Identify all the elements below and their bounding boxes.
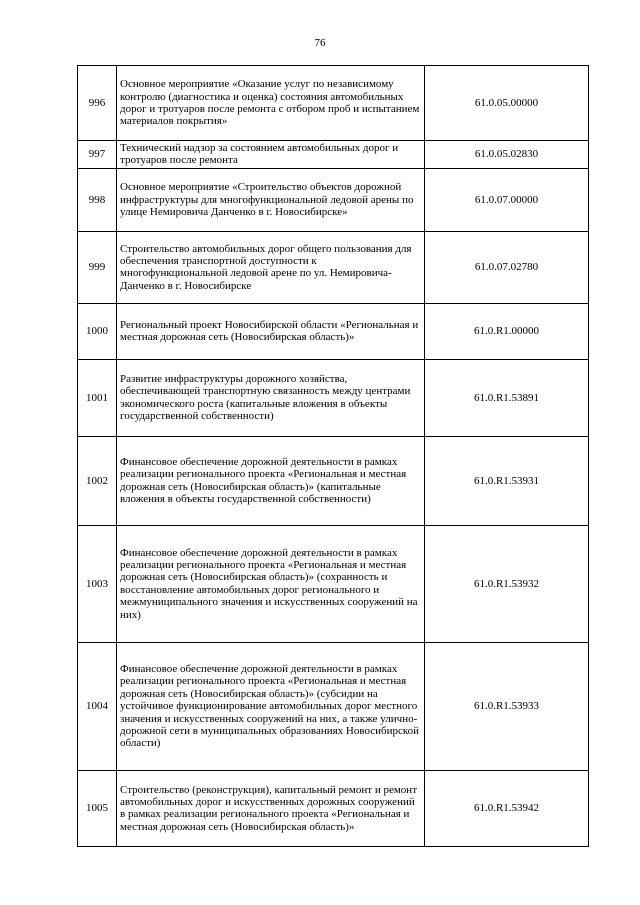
row-number: 997 bbox=[78, 141, 117, 169]
table-row bbox=[78, 642, 589, 770]
row-description: Финансовое обеспечение дорожной деятельности в рамках реализации регионального проекта «Региональная и местная дорожная сеть (Новосибирская область)» (капитальные вложения в объекты государственной собственности) bbox=[117, 436, 425, 525]
table-row bbox=[78, 141, 589, 169]
row-description: Развитие инфраструктуры дорожного хозяйства, обеспечивающей транспортную связанность между центрами экономического роста (капитальные вложения в объекты государственной собственности) bbox=[117, 359, 425, 436]
table-row bbox=[78, 770, 589, 846]
row-code: 61.0.R1.53942 bbox=[425, 770, 589, 846]
row-number: 1003 bbox=[78, 525, 117, 642]
budget-classification-table bbox=[77, 65, 589, 847]
row-number: 999 bbox=[78, 231, 117, 303]
row-code: 61.0.05.02830 bbox=[425, 141, 589, 169]
row-description: Финансовое обеспечение дорожной деятельности в рамках реализации регионального проекта «Региональная и местная дорожная сеть (Новосибирская область)» (сохранность и восстановление автомобильных дорог регионального и межмуниципального значения и искусственных сооружений на них) bbox=[117, 525, 425, 642]
row-code: 61.0.R1.53933 bbox=[425, 642, 589, 770]
table-row bbox=[78, 168, 589, 231]
table-row bbox=[78, 436, 589, 525]
row-number: 1005 bbox=[78, 770, 117, 846]
row-code: 61.0.07.02780 bbox=[425, 231, 589, 303]
table-row bbox=[78, 231, 589, 303]
table-row bbox=[78, 359, 589, 436]
row-description: Строительство автомобильных дорог общего пользования для обеспечения транспортной доступности к многофункциональной ледовой арене по ул. Немировича-Данченко в г. Новосибирске bbox=[117, 231, 425, 303]
row-number: 1002 bbox=[78, 436, 117, 525]
row-code: 61.0.R1.53891 bbox=[425, 359, 589, 436]
page-number: 76 bbox=[314, 37, 326, 49]
row-description: Основное мероприятие «Строительство объектов дорожной инфраструктуры для многофункциональной ледовой арены по улице Немировича Данченко в г. Новосибирске» bbox=[117, 168, 425, 231]
row-code: 61.0.R1.53932 bbox=[425, 525, 589, 642]
row-description: Основное мероприятие «Оказание услуг по независимому контролю (диагностика и оценка) состояния автомобильных дорог и тротуаров после ремонта с отбором проб и испытанием материалов покрытия» bbox=[117, 66, 425, 141]
table-row bbox=[78, 303, 589, 359]
row-code: 61.0.R1.53931 bbox=[425, 436, 589, 525]
row-code: 61.0.07.00000 bbox=[425, 168, 589, 231]
row-code: 61.0.R1.00000 bbox=[425, 303, 589, 359]
row-description: Технический надзор за состоянием автомобильных дорог и тротуаров после ремонта bbox=[117, 141, 425, 169]
row-number: 996 bbox=[78, 66, 117, 141]
row-description: Строительство (реконструкция), капитальный ремонт и ремонт автомобильных дорог и искусственных дорожных сооружений в рамках реализации регионального проекта «Региональная и местная дорожная сеть (Новосибирская область)» bbox=[117, 770, 425, 846]
table-row bbox=[78, 525, 589, 642]
row-description: Финансовое обеспечение дорожной деятельности в рамках реализации регионального проекта «Региональная и местная дорожная сеть (Новосибирская область)» (субсидии на устойчивое функционирование автомобильных дорог местного значения и искусственных сооружений на них, а также улично-дорожной сети в муниципальных образованиях Новосибирской области) bbox=[117, 642, 425, 770]
row-number: 1004 bbox=[78, 642, 117, 770]
row-code: 61.0.05.00000 bbox=[425, 66, 589, 141]
table-row bbox=[78, 66, 589, 141]
row-number: 1000 bbox=[78, 303, 117, 359]
row-number: 998 bbox=[78, 168, 117, 231]
row-number: 1001 bbox=[78, 359, 117, 436]
row-description: Региональный проект Новосибирской области «Региональная и местная дорожная сеть (Новосибирская область)» bbox=[117, 303, 425, 359]
